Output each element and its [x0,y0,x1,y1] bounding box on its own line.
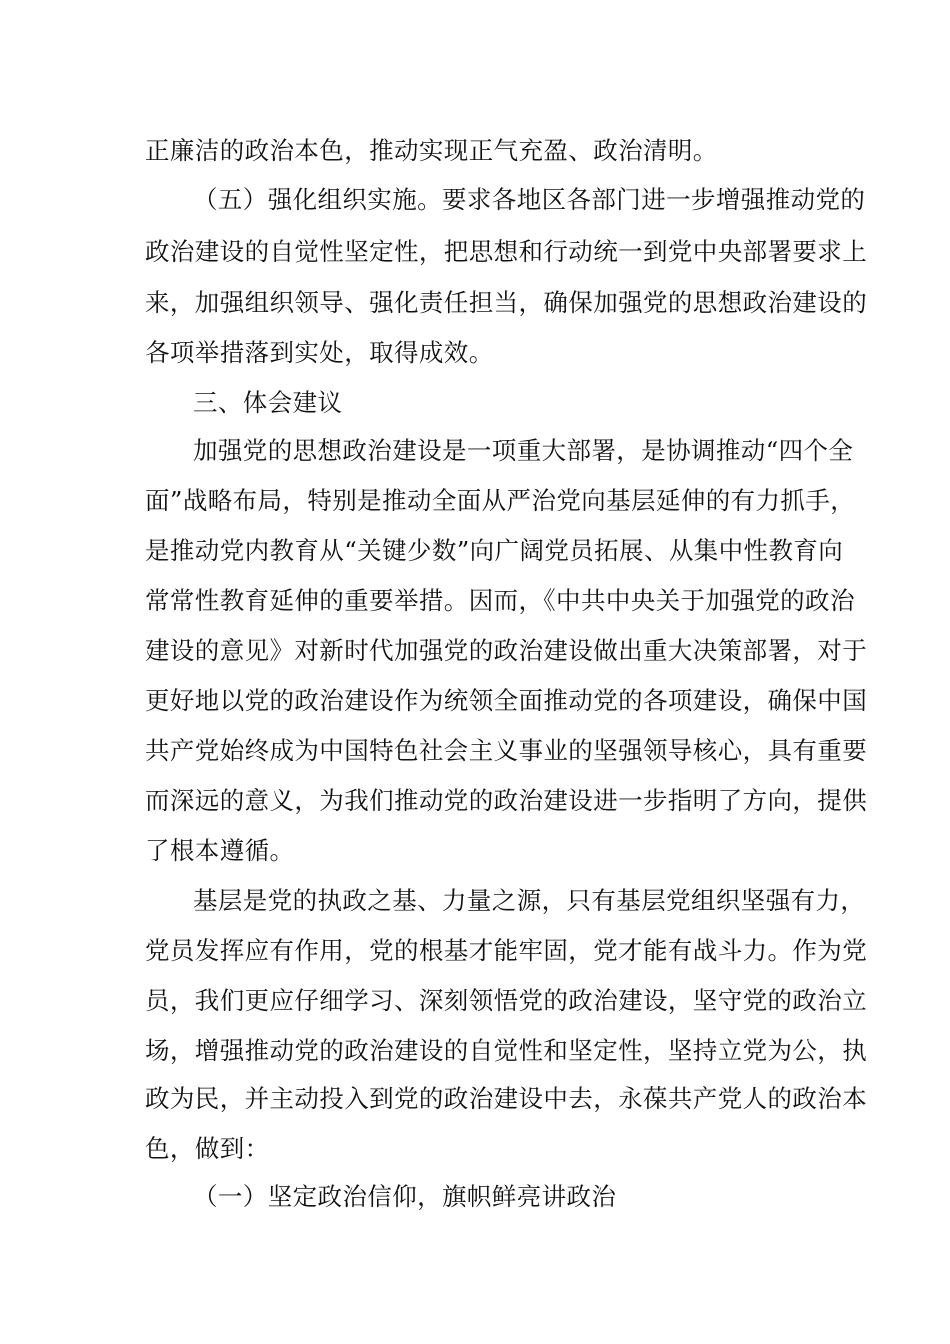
text-line: 了根本遵循。 [145,836,295,865]
text-line: 政治建设的自觉性坚定性，把思想和行动统一到党中央部署要求上 [145,237,868,266]
text-line: 各项举措落到实处，取得成效。 [145,338,494,367]
text-line: 员，我们更应仔细学习、深刻领悟党的政治建设，坚守党的政治立 [145,986,868,1015]
text-line: 常常性教育延伸的重要举措。因而，《中共中央关于加强党的政治 [145,586,855,615]
text-line: 正廉洁的政治本色，推动实现正气充盈、政治清明。 [145,136,718,165]
text-line: 建设的意见》对新时代加强党的政治建设做出重大决策部署，对于 [145,636,868,665]
text-line: 来，加强组织领导、强化责任担当，确保加强党的思想政治建设的 [145,288,868,317]
section-heading: 三、体会建议 [193,388,343,417]
paragraph-start: 加强党的思想政治建设是一项重大部署，是协调推动“四个全 [193,436,854,465]
text-line: 政为民，并主动投入到党的政治建设中去，永葆共产党人的政治本 [145,1084,868,1113]
text-line: 共产党始终成为中国特色社会主义事业的坚强领导核心，具有重要 [145,736,868,765]
paragraph-start: 基层是党的执政之基、力量之源，只有基层党组织坚强有力， [193,886,866,915]
paragraph-start: （五）强化组织实施。要求各地区各部门进一步增强推动党的 [193,185,866,214]
subsection-heading: （一）坚定政治信仰，旗帜鲜亮讲政治 [193,1182,617,1211]
text-line: 色，做到： [145,1134,270,1163]
text-line: 面”战略布局，特别是推动全面从严治党向基层延伸的有力抓手， [145,486,856,515]
text-line: 是推动党内教育从“关键少数”向广阔党员拓展、从集中性教育向 [145,536,844,565]
text-line: 场，增强推动党的政治建设的自觉性和坚定性，坚持立党为公，执 [145,1036,868,1065]
text-line: 更好地以党的政治建设作为统领全面推动党的各项建设，确保中国 [145,686,868,715]
text-line: 党员发挥应有作用，党的根基才能牢固，党才能有战斗力。作为党 [145,936,868,965]
text-line: 而深远的意义，为我们推动党的政治建设进一步指明了方向，提供 [145,786,868,815]
